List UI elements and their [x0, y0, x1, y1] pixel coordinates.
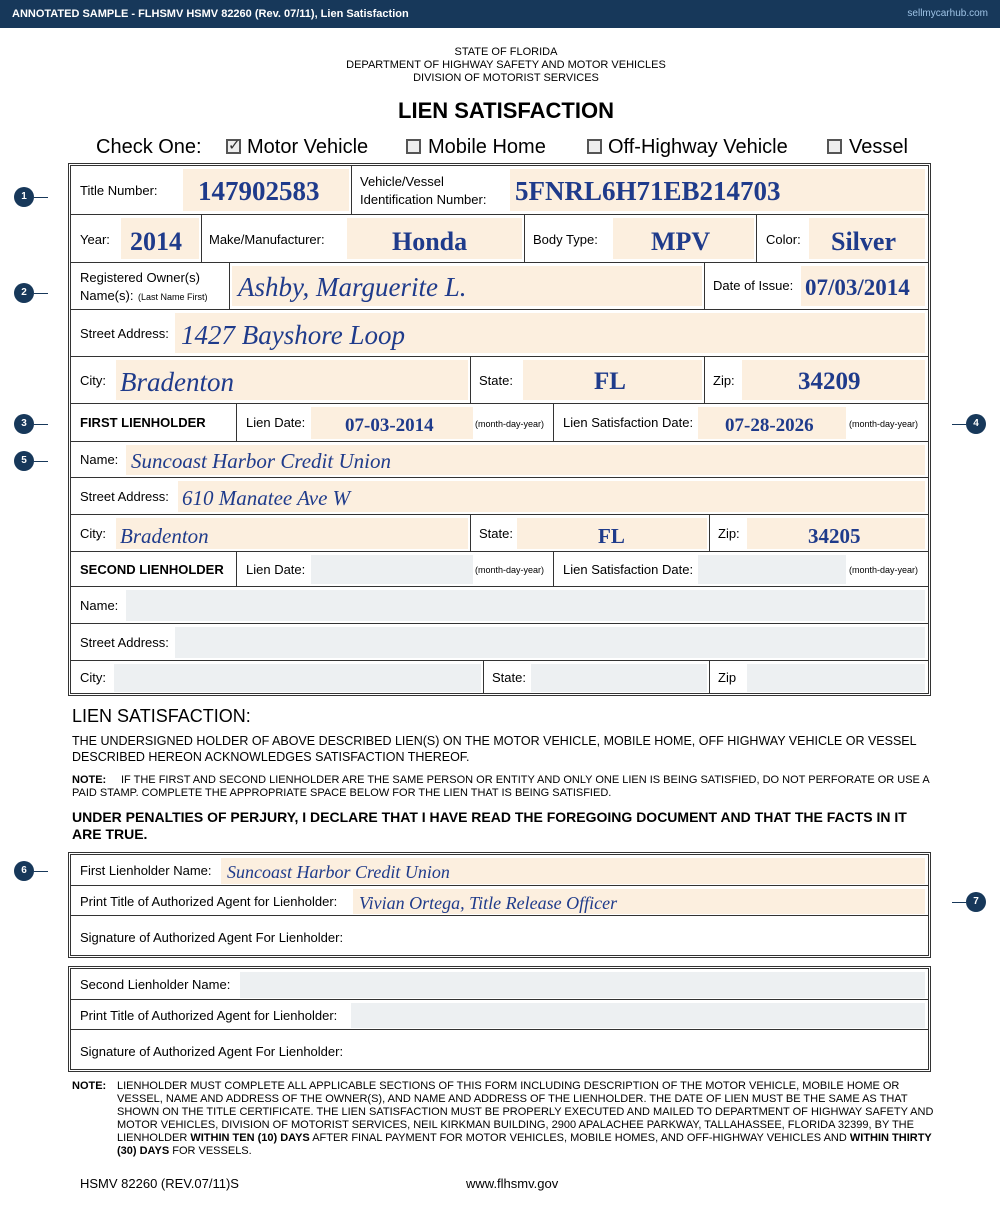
first-sig-name-label: First Lienholder Name: [80, 863, 212, 878]
first-lien-date-value: 07-03-2014 [345, 415, 434, 436]
second-lienholder-heading: SECOND LIENHOLDER [80, 562, 224, 577]
second-lienholder-name-row [71, 587, 928, 624]
first-sig-name-row [71, 855, 928, 886]
second-lienholder-date-row [71, 552, 928, 587]
owner-state-cell [471, 357, 705, 403]
first-lienholder-city-field[interactable] [116, 518, 468, 549]
vessel-label: Vessel [849, 136, 908, 158]
check-one-label: Check One: [96, 136, 202, 158]
owner-name-cell [230, 263, 705, 309]
form-title: LIEN SATISFACTION [398, 98, 614, 123]
first-lienholder-heading: FIRST LIENHOLDER [80, 415, 206, 430]
annotation-marker-5[interactable]: 5 [14, 451, 34, 471]
year-make-row [71, 215, 928, 263]
owner-zip-label: Zip: [713, 373, 735, 388]
owner-city-row [71, 357, 928, 404]
first-lienholder-street-label: Street Address: [80, 489, 169, 504]
vin-label-line2: Identification Number: [360, 192, 487, 207]
owner-name-hint: (Last Name First) [138, 292, 208, 302]
year-value: 2014 [130, 227, 182, 256]
first-satisfaction-date-field[interactable] [698, 407, 846, 439]
owner-city-value: Bradenton [120, 367, 234, 397]
annotation-leader-3 [34, 424, 48, 425]
second-satisfaction-date-format: (month-day-year) [849, 565, 919, 575]
second-lienholder-state-label: State: [492, 670, 526, 685]
second-lienholder-street-row [71, 624, 928, 661]
first-lienholder-name-field[interactable] [126, 445, 925, 475]
body-type-label: Body Type: [533, 232, 598, 247]
second-satisfaction-date-field[interactable] [698, 555, 846, 584]
owner-state-label: State: [479, 373, 513, 388]
agency-website-link[interactable]: www.flhsmv.gov [466, 1176, 559, 1191]
make-value: Honda [392, 227, 468, 256]
annotation-leader-2 [34, 293, 48, 294]
mobile-home-label: Mobile Home [428, 136, 546, 158]
owner-zip-field[interactable] [742, 360, 925, 400]
owner-city-cell [71, 357, 471, 403]
second-lienholder-city-row [71, 661, 928, 693]
second-lien-date-cell [237, 552, 554, 586]
first-lienholder-name-label: Name: [80, 452, 119, 467]
second-lienholder-name-label: Name: [80, 598, 119, 613]
owner-zip-cell [705, 357, 928, 403]
issue-date-value: 07/03/2014 [805, 275, 910, 300]
make-label: Make/Manufacturer: [209, 232, 325, 247]
vin-field[interactable] [510, 169, 925, 211]
first-lienholder-city-value: Bradenton [120, 524, 209, 548]
first-sig-title-field[interactable] [353, 889, 925, 914]
first-sig-name-field[interactable] [221, 858, 925, 884]
first-lien-date-label: Lien Date: [246, 415, 306, 430]
annotation-marker-3[interactable]: 3 [14, 414, 34, 434]
second-lienholder-street-label: Street Address: [80, 635, 169, 650]
motor-vehicle-label: Motor Vehicle [247, 136, 369, 158]
owner-name-label-line1: Registered Owner(s) [80, 270, 200, 285]
first-lienholder-street-field[interactable] [178, 481, 925, 512]
annotation-leader-7 [952, 902, 966, 903]
second-lienholder-zip-label: Zip [718, 670, 737, 685]
owner-street-field[interactable] [175, 313, 925, 353]
second-lienholder-street-field[interactable] [175, 627, 925, 658]
first-lienholder-name-row [71, 442, 928, 478]
first-satisfaction-date-format: (month-day-year) [849, 419, 919, 429]
owner-name-field[interactable] [232, 266, 702, 306]
owner-street-row [71, 310, 928, 357]
annotation-banner [0, 0, 1000, 28]
first-lienholder-zip-cell [710, 515, 928, 551]
note-text: IF THE FIRST AND SECOND LIENHOLDER ARE THE SAME PERSON OR ENTITY AND ONLY ONE LIEN IS BEING SATISFIED, DO NOT PERFORATE OR USE A PAID STAMP. COMPLETE THE APPROPRIATE SPACE BELOW FOR THE LIEN THAT IS BEING SATISFIED. [72, 774, 930, 799]
footer-note-text-1: LIENHOLDER MUST COMPLETE ALL APPLICABLE SECTIONS OF THIS FORM INCLUDING DESCRIPTION OF THE MOTOR VEHICLE, MOBILE HOME OR VESSEL, NAME AND ADDRESS OF THE OWNER(S), AND NAME AND ADDRESS OF THE LIENHOLDER. THE DATE OF LIEN MUST BE THE SAME AS THAT SHOWN ON THE TITLE CERTIFICATE. THE LIEN SATISFACTION MUST BE PROPERLY EXECUTED AND MAILED TO DEPARTMENT OF HIGHWAY SAFETY AND MOTOR VEHICLES, DIVISION OF MOTORIST SERVICES, NEIL KIRKMAN BUILDING, 2900 APALACHEE PARKWAY, TALLAHASSEE, FLORIDA 32399, BY THE LIENHOLDER [117, 1080, 934, 1144]
year-cell [71, 215, 202, 262]
footer-note-label: NOTE: [72, 1080, 107, 1092]
off-highway-vehicle-checkbox[interactable] [587, 139, 602, 154]
second-sig-signature-field[interactable] [356, 1033, 925, 1066]
agency-line-division: DIVISION OF MOTORIST SERVICES [413, 72, 599, 84]
owner-name-label-cell [71, 263, 230, 309]
first-lienholder-zip-field[interactable] [747, 518, 925, 549]
annotation-leader-6 [34, 871, 48, 872]
first-sig-signature-row [71, 916, 928, 955]
title-number-label: Title Number: [80, 183, 158, 198]
body-type-field[interactable] [613, 218, 754, 259]
second-sig-title-field[interactable] [351, 1003, 925, 1028]
annotation-marker-1[interactable]: 1 [14, 187, 34, 207]
first-sig-signature-label: Signature of Authorized Agent For Lienholder: [80, 930, 344, 945]
first-lienholder-state-value: FL [598, 524, 625, 548]
first-lien-date-cell [237, 404, 554, 441]
banner-title: ANNOTATED SAMPLE - FLHSMV HSMV 82260 (Rev. 07/11), Lien Satisfaction [12, 8, 409, 20]
second-sig-title-label: Print Title of Authorized Agent for Lienholder: [80, 1008, 338, 1023]
form-identifier: HSMV 82260 (REV.07/11)S [80, 1176, 239, 1191]
owner-zip-value: 34209 [798, 368, 861, 395]
make-cell [202, 215, 525, 262]
vin-label-line1: Vehicle/Vessel [360, 174, 444, 189]
second-lienholder-signature-box [68, 966, 931, 1072]
lien-satisfaction-note [72, 774, 942, 800]
first-lienholder-state-cell [471, 515, 710, 551]
second-lien-date-label: Lien Date: [246, 562, 306, 577]
second-sig-signature-row [71, 1030, 928, 1069]
title-number-value: 147902583 [198, 176, 320, 206]
color-field[interactable] [809, 218, 925, 259]
second-sig-name-field[interactable] [240, 972, 925, 998]
year-field[interactable] [121, 218, 199, 259]
vehicle-owner-lien-grid [68, 163, 931, 696]
color-label: Color: [766, 232, 801, 247]
owner-name-label-line2: Name(s): [80, 288, 134, 303]
color-value: Silver [831, 227, 896, 256]
second-lienholder-zip-cell [710, 661, 928, 693]
second-lienholder-city-label: City: [80, 670, 106, 685]
second-lienholder-name-field[interactable] [126, 590, 925, 621]
second-satisfaction-date-label: Lien Satisfaction Date: [563, 562, 694, 577]
second-lienholder-heading-cell [71, 552, 237, 586]
annotation-marker-2[interactable]: 2 [14, 283, 34, 303]
annotation-leader-1 [34, 197, 48, 198]
first-lienholder-street-row [71, 478, 928, 515]
first-lienholder-city-row [71, 515, 928, 552]
footer-note-text-3: FOR VESSELS. [172, 1145, 252, 1157]
footer-note-deadline-1: WITHIN TEN (10) DAYS [190, 1132, 310, 1144]
first-lien-date-format: (month-day-year) [475, 419, 545, 429]
second-lienholder-city-field[interactable] [114, 664, 481, 692]
first-satisfaction-date-value: 07-28-2026 [725, 415, 814, 436]
mobile-home-checkbox[interactable] [406, 139, 421, 154]
annotation-marker-7[interactable]: 7 [966, 892, 986, 912]
second-lienholder-city-cell [71, 661, 484, 693]
footer-note [72, 1080, 942, 1158]
owner-name-value: Ashby, Marguerite L. [238, 272, 467, 302]
first-lienholder-state-field[interactable] [517, 518, 707, 549]
off-highway-vehicle-label: Off-Highway Vehicle [608, 136, 788, 158]
issue-date-field[interactable] [801, 266, 925, 306]
owner-city-label: City: [80, 373, 106, 388]
footer-note-deadline-2: WITHIN THIRTY (30) DAYS [117, 1132, 932, 1157]
first-lienholder-state-label: State: [479, 526, 513, 541]
first-lienholder-date-row [71, 404, 928, 442]
agency-line-department: DEPARTMENT OF HIGHWAY SAFETY AND MOTOR VEHICLES [346, 59, 666, 71]
issue-date-label: Date of Issue: [713, 278, 794, 293]
first-sig-name-value: Suncoast Harbor Credit Union [227, 862, 450, 882]
second-lien-date-format: (month-day-year) [475, 565, 545, 575]
first-lienholder-city-label: City: [80, 526, 106, 541]
body-type-cell [525, 215, 757, 262]
first-sig-title-label: Print Title of Authorized Agent for Lienholder: [80, 894, 338, 909]
first-lienholder-zip-label: Zip: [718, 526, 740, 541]
owner-street-label: Street Address: [80, 326, 169, 341]
color-cell [757, 215, 928, 262]
second-sig-name-row [71, 969, 928, 1000]
annotation-leader-5 [34, 461, 48, 462]
first-sig-signature-field[interactable] [356, 919, 925, 952]
motor-vehicle-checkbox[interactable] [226, 139, 241, 154]
title-number-cell [71, 166, 352, 214]
owner-state-value: FL [594, 368, 626, 395]
first-satisfaction-date-cell [554, 404, 928, 441]
first-satisfaction-date-label: Lien Satisfaction Date: [563, 415, 694, 430]
first-lienholder-street-value: 610 Manatee Ave W [182, 486, 351, 510]
lien-satisfaction-statement: THE UNDERSIGNED HOLDER OF ABOVE DESCRIBED LIEN(S) ON THE MOTOR VEHICLE, MOBILE HOME, OFF HIGHWAY VEHICLE OR VESSEL DESCRIBED HEREON ACKNOWLEDGES SATISFACTION THEREOF. [72, 734, 917, 764]
body-type-value: MPV [651, 227, 711, 256]
first-lienholder-city-cell [71, 515, 471, 551]
note-label: NOTE: [72, 774, 107, 786]
owner-city-field[interactable] [116, 360, 468, 400]
vin-value: 5FNRL6H71EB214703 [515, 176, 781, 206]
second-lienholder-state-field[interactable] [531, 664, 707, 692]
issue-date-cell [705, 263, 928, 309]
owner-name-row [71, 263, 928, 310]
first-lienholder-zip-value: 34205 [808, 524, 861, 548]
second-sig-signature-label: Signature of Authorized Agent For Lienholder: [80, 1044, 344, 1059]
annotation-marker-4[interactable]: 4 [966, 414, 986, 434]
year-label: Year: [80, 232, 110, 247]
footer-note-text-2: AFTER FINAL PAYMENT FOR MOTOR VEHICLES, MOBILE HOMES, AND OFF-HIGHWAY VEHICLES AND [312, 1132, 847, 1144]
agency-line-state: STATE OF FLORIDA [454, 46, 558, 58]
first-lienholder-name-value: Suncoast Harbor Credit Union [131, 449, 391, 473]
second-lienholder-state-cell [484, 661, 710, 693]
second-lienholder-zip-field[interactable] [747, 664, 925, 692]
perjury-declaration: UNDER PENALTIES OF PERJURY, I DECLARE THAT I HAVE READ THE FOREGOING DOCUMENT AND THAT THE FACTS IN IT ARE TRUE. [72, 809, 907, 842]
second-lien-date-field[interactable] [311, 555, 473, 584]
make-field[interactable] [347, 218, 522, 259]
first-lien-date-field[interactable] [311, 407, 473, 439]
first-lienholder-heading-cell [71, 404, 237, 441]
title-number-field[interactable] [183, 169, 349, 211]
annotation-marker-6[interactable]: 6 [14, 861, 34, 881]
banner-site-link[interactable]: sellmycarhub.com [907, 8, 988, 19]
lien-satisfaction-heading: LIEN SATISFACTION: [72, 706, 251, 726]
annotation-leader-4 [952, 424, 966, 425]
first-sig-title-value: Vivian Ortega, Title Release Officer [359, 893, 618, 913]
owner-state-field[interactable] [523, 360, 702, 400]
vin-cell [352, 166, 928, 214]
vehicle-type-checkboxes [96, 135, 926, 159]
second-satisfaction-date-cell [554, 552, 928, 586]
vessel-checkbox[interactable] [827, 139, 842, 154]
second-sig-name-label: Second Lienholder Name: [80, 977, 231, 992]
owner-street-value: 1427 Bayshore Loop [181, 320, 405, 350]
footer-note-body [117, 1080, 942, 1158]
first-lienholder-signature-box [68, 852, 931, 958]
second-sig-title-row [71, 1000, 928, 1030]
title-vin-row [71, 166, 928, 215]
first-sig-title-row [71, 886, 928, 916]
